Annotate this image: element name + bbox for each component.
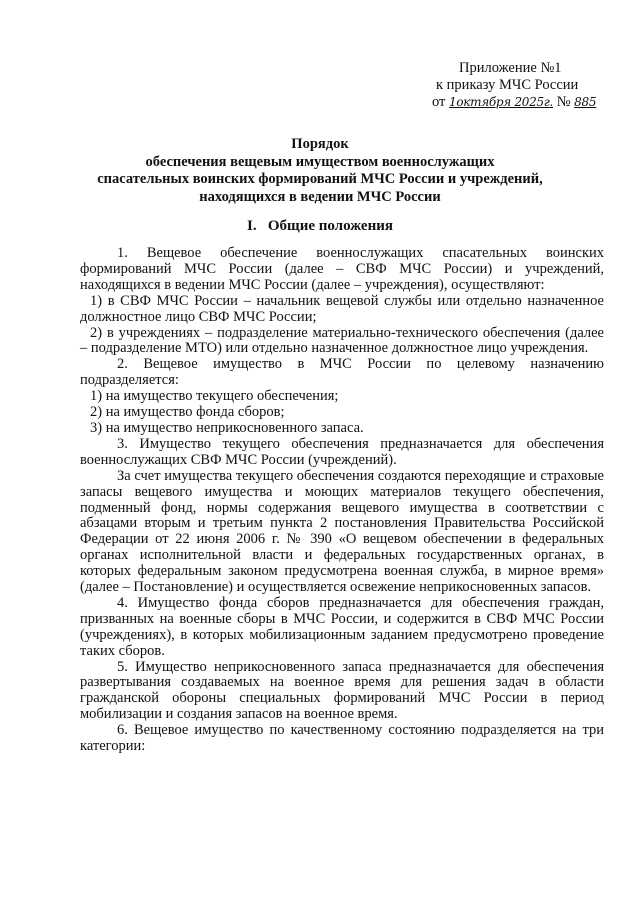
title-line-1: Порядок xyxy=(291,136,349,152)
list-item: 2) в учреждениях – подразделение материально-технического обеспечения (далее – подразделение МТО) или отдельно назначенное должностное лицо учреждения. xyxy=(80,324,604,357)
paragraph: За счет имущества текущего обеспечения создаются переходящие и страховые запасы вещевого имущества и моющих материалов текущего обеспечения, подменный фонд, нормы содержания вещевого имущества в соответствии с абзацами вторым и третьим пункта 2 постановления Правительства Российской Федерации от 22 июня 2006 г. № 390 «О вещевом обеспечении в федеральных органах исполнительной власти и федеральных государственных органах, в которых федеральным законом предусмотрена военная служба, в мирное время» (далее – Постановление) и осуществляется освежение неприкосновенных запасов. xyxy=(80,467,604,596)
handwritten-date: 1октября 2025г. xyxy=(449,95,554,109)
handwritten-number: 885 xyxy=(574,95,597,109)
paragraph: 3. Имущество текущего обеспечения предназначается для обеспечения военнослужащих СВФ МЧС России (учреждений). xyxy=(80,435,604,468)
date-prefix: от xyxy=(432,94,446,110)
paragraph: 2. Вещевое имущество в МЧС России по целевому назначению подразделяется: xyxy=(80,356,604,389)
list-item: 3) на имущество неприкосновенного запаса. xyxy=(90,419,364,436)
document-body xyxy=(80,246,604,755)
title-line-2: обеспечения вещевым имуществом военнослужащих xyxy=(145,153,495,170)
appendix-order-ref: к приказу МЧС России xyxy=(436,77,579,93)
paragraph: 1. Вещевое обеспечение военнослужащих спасательных воинских формирований МЧС России (далее – СВФ МЧС России) и учреждений, находящихся в ведении МЧС России (далее – учреждения), осуществляют: xyxy=(80,245,604,293)
number-prefix: № xyxy=(556,94,571,110)
title-line-4: находящихся в ведении МЧС России xyxy=(199,188,441,205)
list-item: 1) на имущество текущего обеспечения; xyxy=(90,388,339,405)
document-title xyxy=(70,136,570,206)
paragraph: 4. Имущество фонда сборов предназначается для обеспечения граждан, призванных на военные сборы в МЧС России, и содержится в СВФ МЧС России (учреждениях), в которых мобилизационным заданием предусмотрено проведение таких сборов. xyxy=(80,594,604,659)
section-title: Общие положения xyxy=(267,218,393,234)
list-item: 2) на имущество фонда сборов; xyxy=(90,404,285,421)
section-number: I. xyxy=(247,218,257,234)
appendix-date-line xyxy=(432,94,622,111)
paragraph: 5. Имущество неприкосновенного запаса предназначается для обеспечения развертывания создаваемых на военное время для решения задач в области гражданской обороны специальных формирований МЧС России в период мобилизации и создания запасов на военное время. xyxy=(80,658,604,723)
appendix-number: Приложение №1 xyxy=(459,60,562,76)
appendix-block xyxy=(432,60,622,111)
paragraph: 6. Вещевое имущество по качественному состоянию подразделяется на три категории: xyxy=(80,722,604,755)
list-item: 1) в СВФ МЧС России – начальник вещевой службы или отдельно назначенное должностное лицо СВФ МЧС России; xyxy=(80,292,604,325)
section-heading xyxy=(0,218,640,235)
title-line-3: спасательных воинских формирований МЧС России и учреждений, xyxy=(97,171,543,187)
